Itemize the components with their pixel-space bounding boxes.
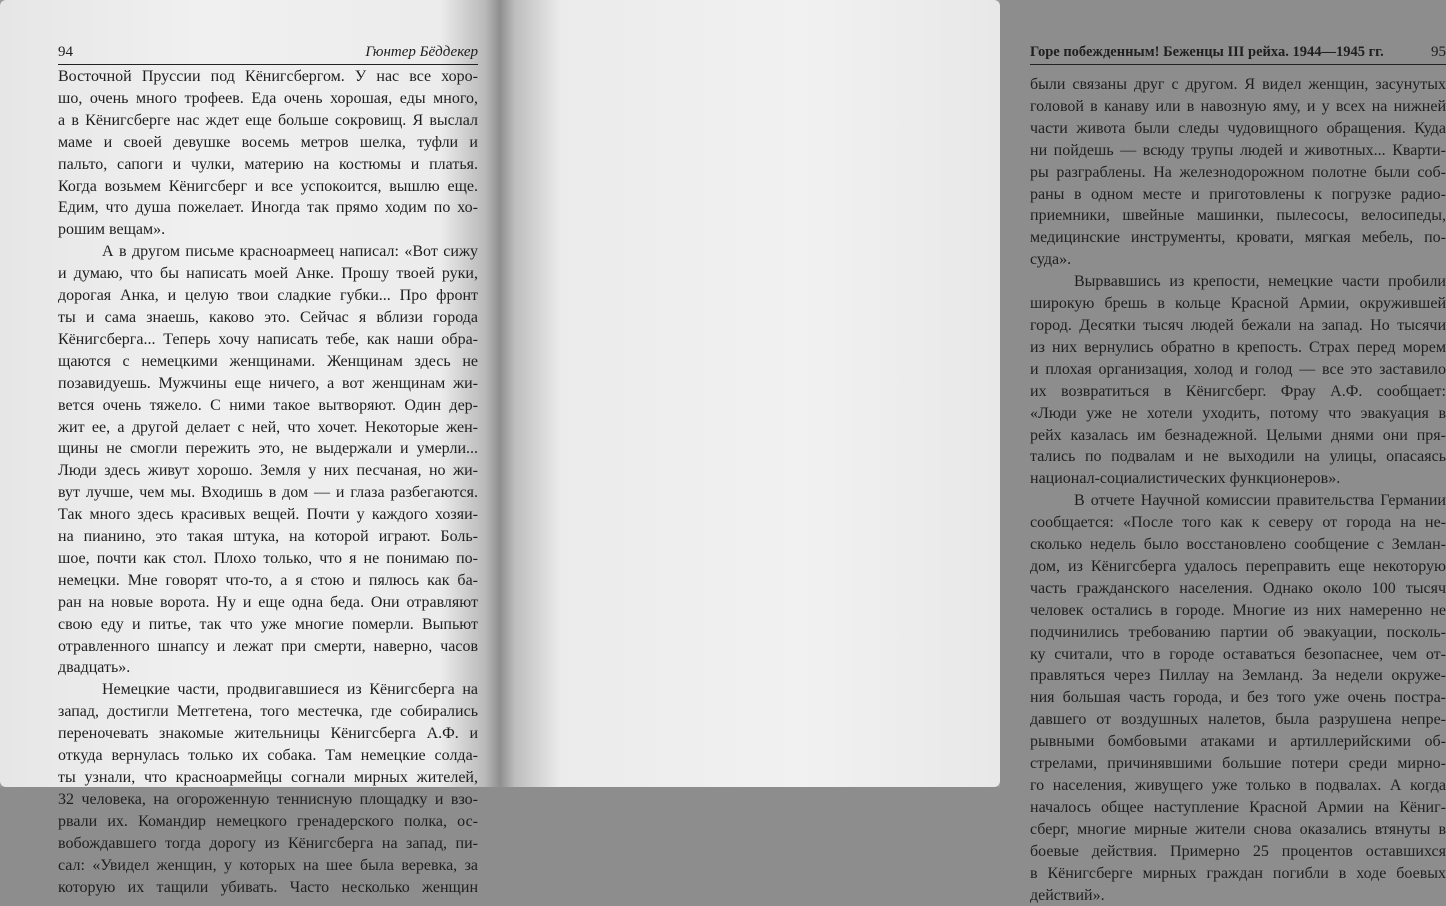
text-line: человек остались в городе. Многие из них намеренно не [1030,601,1446,619]
text-line: жит ее, а другой делает с ней, что хочет. Некоторые жен- [58,418,478,436]
text-line: сообщается: «После того как к северу от города на не- [1030,514,1446,532]
text-line: дом, из Кёнигсберга удалось переправить еще некоторую [1030,557,1446,575]
text-line: правляться через Пиллау на Земланд. За недели окруже- [1030,667,1446,685]
text-line: были связаны друг с другом. Я видел женщин, засунутых [1030,76,1446,93]
text-line: которую их тащили убивать. Часто несколько женщин [58,878,478,896]
left-page-body-text [58,66,478,898]
text-line: «Люди уже не хотели уходить, потому что эвакуация в [1030,404,1446,422]
text-line: го населения, живущего уже только в подвалах. А когда [1030,777,1446,794]
text-line: Люди здесь живут хорошо. Земля у них песчаная, но жи- [58,462,478,480]
text-line: город. Десятки тысяч людей бежали на запад. Но тысячи [1030,316,1446,334]
text-line: из них вернулись обратно в крепость. Страх перед морем [1030,338,1446,356]
text-line: медицинские инструменты, кровати, мягкая мебель, по- [1030,229,1446,247]
text-line: Восточной Пруссии под Кёнигсбергом. У нас все хоро- [58,68,478,85]
text-line: подчинились требованию партии об эвакуации, посколь- [1030,623,1446,641]
text-line: части живота были следы чудовищного обращения. Куда [1030,119,1446,137]
right-page-body-text [1030,74,1446,906]
right-page [500,0,1446,904]
text-line: началось общее наступление Красной Армии на Кёниг- [1030,798,1446,816]
text-line: суда». [1030,251,1072,269]
text-line: немецки. Мне говорят что-то, а я стою и пялюсь как ба- [58,571,478,589]
text-line: ры разграблены. На железнодорожном полотне были соб- [1030,163,1446,181]
text-line: 32 человека, на огороженную теннисную площадку и взо- [58,790,478,808]
text-line: национал-социалистических функционеров». [1030,470,1341,488]
text-line: рвали их. Командир немецкого гренадерского полка, ос- [58,812,478,830]
text-line: позавидуешь. Мужчины еще ничего, а вот женщинам жи- [58,374,478,392]
text-line: рошим вещам». [58,221,166,239]
text-line: дорогая Анка, и целую твои сладкие губки... Про фронт [58,287,478,305]
text-line: Едим, что душа пожелает. Иногда так прямо ходим по хо- [58,199,478,217]
text-line: Так много здесь красивых вещей. Почти у каждого хозяи- [58,506,478,524]
text-line: их возвратиться в Кёнигсберг. Фрау А.Ф. сообщает: [1030,382,1446,400]
text-line: давшего от воздушных налетов, была разрушена непре- [1030,711,1446,729]
text-line: боевые действия. Примерно 25 процентов оставшихся [1030,842,1446,860]
text-line: Вырвавшись из крепости, немецкие части пробили [1074,273,1446,291]
text-line: А в другом письме красноармеец написал: «Вот сижу [102,243,478,261]
text-line: шое, почти как стол. Плохо только, что я не понимаю по- [58,549,478,567]
text-line: ния большая часть города, и без того уже очень постра- [1030,689,1446,707]
right-page-number: 95 [1431,44,1446,60]
text-line: тались по подвалам и не выходили на улицы, опасаясь [1030,448,1446,466]
text-line: маме и своей девушке восемь метров шелка, туфли и [58,133,478,151]
text-line: Когда возьмем Кёнигсберг и все успокоится, вышлю еще. [58,177,478,195]
text-line: ку считали, что в городе оставаться безопаснее, чем от- [1030,645,1446,663]
right-running-head-title: Горе побежденным! Беженцы III рейха. 1944—1945 гг. [1030,44,1384,60]
text-line: на пианино, это такая штука, на которой играют. Боль- [58,528,478,546]
text-line: головой в канаву или в навозную яму, и у всех на нижней [1030,97,1446,115]
text-line: ран на новые ворота. Ну и еще одна беда. Они отравляют [58,593,478,611]
text-line: часть гражданского населения. Однако около 100 тысяч [1030,579,1446,597]
left-page-number: 94 [58,44,73,60]
text-line: ты и сама знаешь, каково это. Сейчас я вблизи города [58,308,478,326]
text-line: В отчете Научной комиссии правительства Германии [1074,492,1446,510]
text-line: вобождавшего тогда дорогу из Кёнигсберга на запад, пи- [58,834,478,852]
text-line: приемники, швейные машинки, пылесосы, велосипеды, [1030,207,1446,225]
text-line: рейх казалась им безнадежной. Целыми днями они пря- [1030,426,1446,444]
text-line: ты узнали, что красноармейцы согнали мирных жителей, [58,769,478,786]
text-line: и думаю, что бы написать моей Анке. Прошу твоей руки, [58,265,478,283]
text-line: рывными бомбовыми атаками и артиллерийскими об- [1030,733,1446,751]
text-line: в Кёнигсберге мирных граждан погибли в ходе боевых [1030,864,1446,882]
text-line: раны в одном месте и приготовлены к погрузке радио- [1030,185,1446,203]
text-line: вут лучше, чем мы. Входишь в дом — и глаза разбегаются. [58,484,478,502]
right-running-header [1030,42,1446,65]
left-running-head-author: Гюнтер Бёддекер [365,44,478,60]
text-line: действий». [1030,886,1105,904]
left-page [0,0,500,896]
text-line: свою еду и питье, так что уже многие померли. Выпьют [58,615,478,633]
text-line: ни пойдешь — всюду трупы людей и животных... Кварти- [1030,141,1446,159]
text-line: щины не смогли пережить это, не выдержали и умерли... [58,440,478,458]
text-line: отравленного шнапсу и лежат при смерти, наверно, часов [58,637,478,655]
text-line: запад, достигли Метгетена, того местечка, где собирались [58,703,478,721]
text-line: сколько недель было восстановлено сообщение с Землан- [1030,536,1446,554]
text-line: шо, очень много трофеев. Еда очень хорошая, еды много, [58,89,478,107]
text-line: сберг, многие мирные жители снова оказались втянуты в [1030,820,1446,838]
text-line: и плохая организация, холод и голод — все это заставило [1030,360,1446,378]
text-line: щаются с немецкими женщинами. Женщинам здесь не [58,352,478,370]
text-line: широкую брешь в кольце Красной Армии, окружившей [1030,295,1446,313]
text-line: Кёнигсберга... Теперь хочу написать тебе, как наши обра- [58,330,478,348]
text-line: откуда вернулась только их собака. Там немецкие солда- [58,747,478,765]
text-line: стрелами, причинявшими большие потери среди мирно- [1030,755,1446,773]
text-line: переночевать знакомые жительницы Кёнигсберга А.Ф. и [58,725,478,743]
text-line: двадцать». [58,659,131,677]
text-line: сал: «Увидел женщин, у которых на шее была веревка, за [58,856,478,874]
text-line: вется очень тяжело. С ними такое вытворяют. Один дер- [58,396,478,414]
left-running-header [58,42,478,65]
text-line: пальто, сапоги и чулки, материю на костюмы и платья. [58,155,478,173]
text-line: Немецкие части, продвигавшиеся из Кёнигсберга на [102,681,478,699]
text-line: а в Кёнигсберге нас ждет еще больше сокровищ. Я выслал [58,111,478,129]
